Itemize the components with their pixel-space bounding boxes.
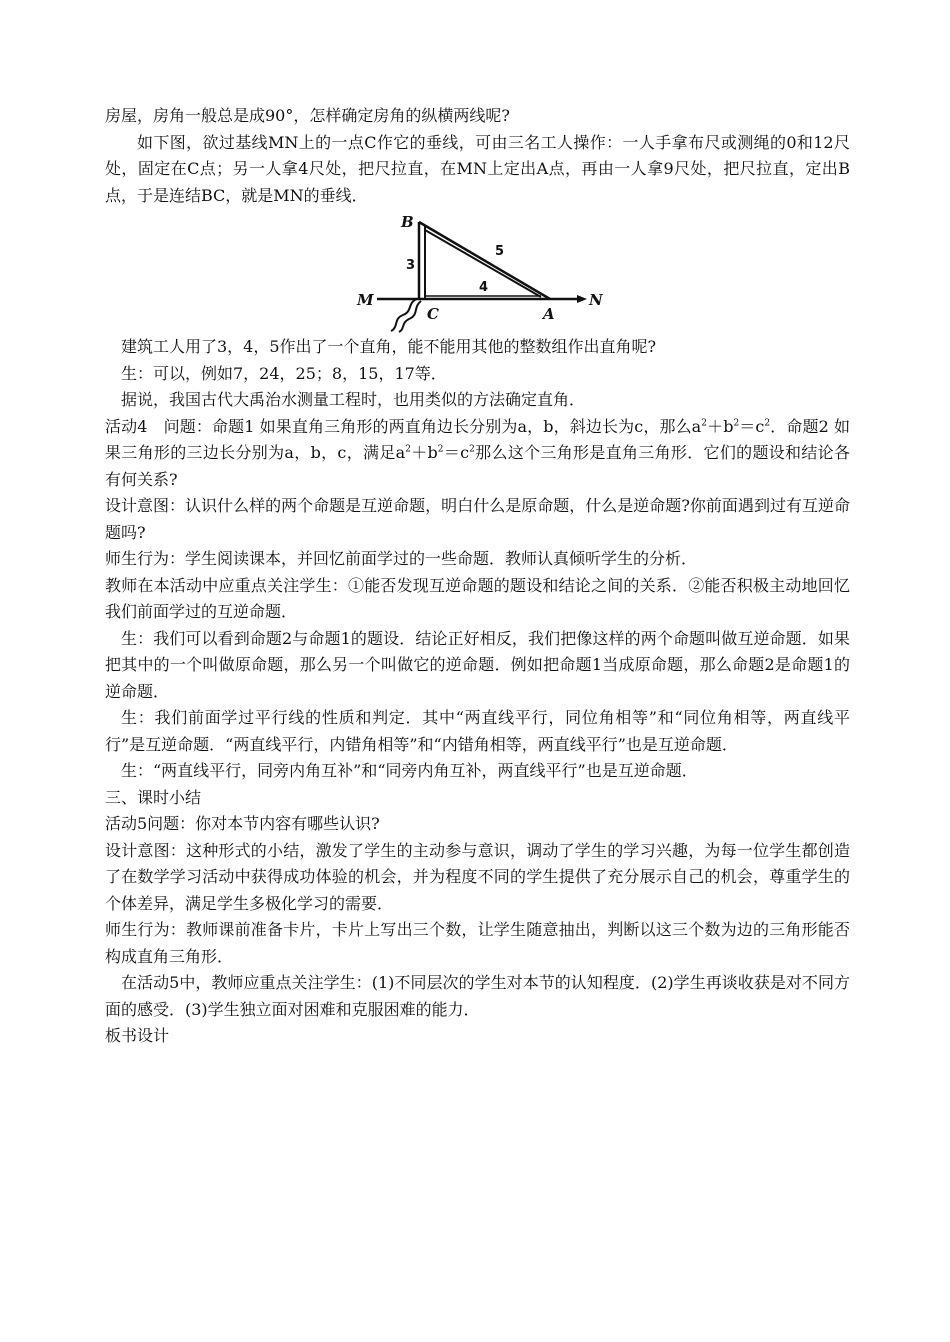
p6-part-f: ＝c [443, 443, 470, 462]
paragraph-16: 师生行为：教师课前准备卡片，卡片上写出三个数，让学生随意抽出，判断以这三个数为边的三角形能否构成直角三角形． [105, 920, 850, 966]
p6-part-e: ＋b [410, 443, 438, 462]
right-triangle-figure [105, 209, 850, 334]
label-n: N [589, 291, 603, 309]
paragraph-15: 设计意图：这种形式的小结，激发了学生的主动参与意识，调动了学生的学习兴趣，为每一位学生都创造了在数学学习活动中获得成功体验的机会，并为程度不同的学生提供了充分展示自己的机会，尊重学生的个体差异，满足学生多极化学习的需要． [105, 840, 850, 913]
p6-sup-6: 2 [469, 444, 475, 455]
p6-part-a: 活动4 问题：命题1 如果直角三角形的两直角边长分别为a，b，斜边长为c，那么a [105, 416, 702, 436]
paragraph-14: 活动5问题：你对本节内容有哪些认识? [105, 814, 380, 833]
paragraph-17: 在活动5中，教师应重点关注学生：(1)不同层次的学生对本节的认知程度．(2)学生再谈收获是对不同方面的感受．(3)学生独立面对困难和克服困难的能力． [105, 973, 850, 1019]
paragraph-5: 据说，我国古代大禹治水测量工程时，也用类似的方法确定直角． [121, 390, 586, 409]
paragraph-12: 生：“两直线平行，同旁内角互补”和“同旁内角互补，两直线平行”也是互逆命题． [121, 761, 698, 780]
paragraph-9: 教师在本活动中应重点关注学生：①能否发现互逆命题的题设和结论之间的关系．②能否积极主动地回忆我们前面学过的互逆命题． [105, 575, 850, 621]
p6-sup-1: 2 [701, 418, 707, 429]
label-side-3: 3 [406, 258, 416, 273]
paragraph-2: 如下图，欲过基线MN上的一点C作它的垂线，可由三名工人操作：一人手拿布尺或测绳的0和12尺处，固定在C点；另一人拿4尺处，把尺拉直，在MN上定出A点，再由一人拿9尺处，把尺拉直，定出B点，于是连结BC，就是MN的垂线． [105, 132, 850, 205]
label-m: M [357, 291, 374, 309]
section-heading-board: 板书设计 [105, 1026, 170, 1045]
paragraph-7: 设计意图：认识什么样的两个命题是互逆命题，明白什么是原命题，什么是逆命题?你前面遇到过有互逆命题吗? [105, 496, 850, 542]
p6-part-g: 那么这个三角形是直角三角形．它们的题设和结论各有何关系? [105, 443, 850, 489]
paragraph-10: 生：我们可以看到命题2与命题1的题设．结论正好相反，我们把像这样的两个命题叫做互逆命题．如果把其中的一个叫做原命题，那么另一个叫做它的逆命题．例如把命题1当成原命题，那么命题2是命题1的逆命题． [105, 628, 850, 701]
p6-part-b: ＋b [706, 416, 734, 436]
paragraph-1: 房屋，房角一般总是成90°，怎样确定房角的纵横两线呢? [105, 106, 510, 125]
p6-sup-2: 2 [733, 418, 740, 429]
triangle-diagram [355, 211, 615, 333]
p6-sup-4: 2 [405, 444, 411, 455]
label-side-5: 5 [495, 244, 505, 259]
paragraph-11: 生：我们前面学过平行线的性质和判定．其中“两直线平行，同位角相等”和“同位角相等，两直线平行”是互逆命题．“两直线平行，内错角相等”和“内错角相等，两直线平行”也是互逆命题． [105, 708, 850, 754]
paragraph-3: 建筑工人用了3，4，5作出了一个直角，能不能用其他的整数组作出直角呢? [121, 337, 657, 356]
paragraph-4: 生：可以，例如7，24，25；8，15，17等． [121, 363, 447, 383]
label-c: C [427, 305, 439, 323]
label-b: B [401, 213, 414, 231]
p6-sup-3: 2 [764, 418, 771, 429]
label-side-4: 4 [479, 280, 489, 295]
p6-part-c: ＝c [739, 416, 765, 436]
paragraph-8: 师生行为：学生阅读课本，并回忆前面学过的一些命题．教师认真倾听学生的分析． [105, 549, 698, 568]
paragraph-6 [105, 414, 850, 494]
label-a: A [543, 305, 555, 323]
section-heading-summary: 三、课时小结 [105, 787, 202, 807]
p6-part-d: ．命题2 如果三角形的三边长分别为a，b，c，满足a [105, 416, 850, 462]
document-page [105, 103, 850, 1050]
arrow-n-icon [577, 295, 587, 303]
p6-sup-5: 2 [437, 444, 444, 455]
